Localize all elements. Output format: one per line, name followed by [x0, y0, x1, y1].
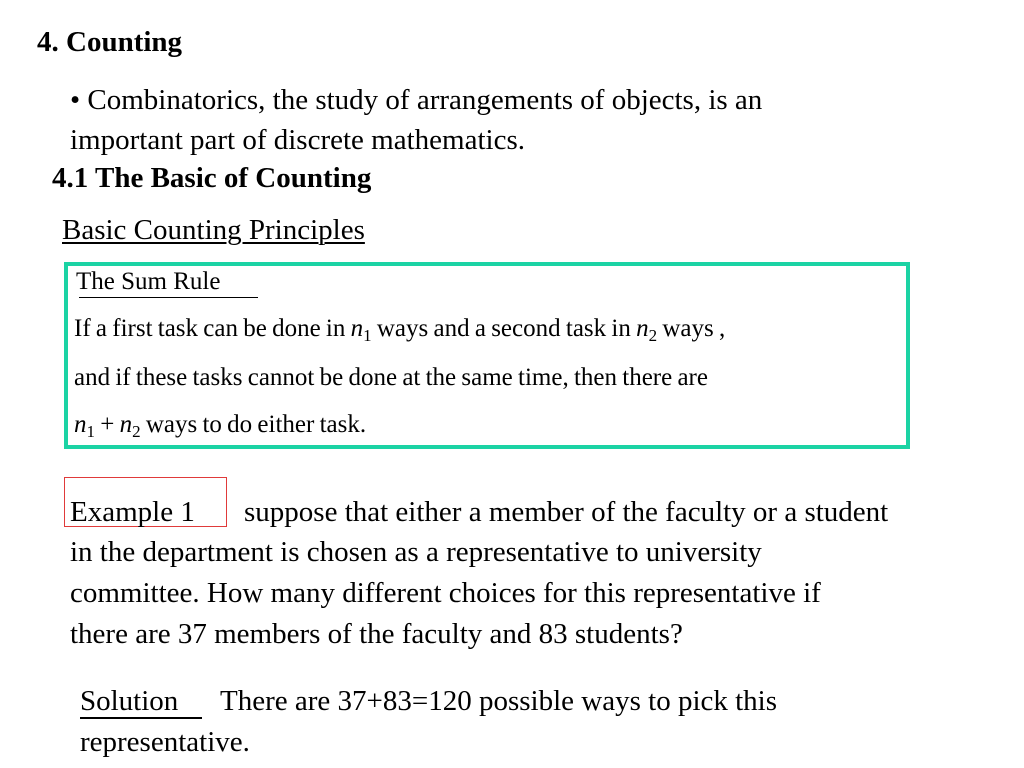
variable-n: n — [119, 411, 133, 438]
example-line-1: suppose that either a member of the faculty or a student — [244, 496, 889, 528]
solution-line-2: representative. — [80, 726, 250, 758]
variable-n2 — [119, 411, 141, 441]
sum-rule-title-underline — [79, 297, 258, 298]
intro-line-1: • Combinatorics, the study of arrangements of objects, is an — [70, 84, 763, 116]
subscript-2: 2 — [648, 326, 658, 345]
example-line-2: in the department is chosen as a representative to university — [70, 536, 762, 568]
solution-label: Solution — [80, 685, 179, 717]
sum-rule-line-3 — [74, 411, 366, 442]
intro-line-2: important part of discrete mathematics. — [70, 124, 525, 156]
rule-text: If a first task can be done in — [74, 315, 351, 342]
subscript-1: 1 — [363, 326, 372, 345]
example-line-4: there are 37 members of the faculty and 83 students? — [70, 618, 683, 650]
example-label: Example 1 — [70, 496, 195, 528]
sum-rule-title: The Sum Rule — [76, 268, 221, 295]
plus-sign: + — [95, 411, 120, 438]
subscript-1: 1 — [86, 422, 95, 441]
sum-rule-line-2: and if these tasks cannot be done at the same time, then there are — [74, 364, 708, 391]
variable-n1 — [74, 411, 95, 441]
variable-n: n — [350, 315, 364, 342]
rule-text: ways , — [657, 315, 726, 342]
subsection-title: 4.1 The Basic of Counting — [52, 162, 372, 194]
section-title: 4. Counting — [37, 26, 183, 58]
intro-paragraph — [70, 80, 762, 160]
variable-n2 — [636, 315, 658, 345]
principles-heading: Basic Counting Principles — [62, 214, 365, 246]
example-line-3: committee. How many different choices for this representative if — [70, 577, 821, 609]
variable-n1 — [350, 315, 372, 345]
variable-n: n — [74, 411, 87, 438]
sum-rule-line-1 — [74, 315, 725, 346]
subscript-2: 2 — [132, 422, 141, 441]
solution-label-underline — [80, 717, 202, 719]
solution-line-1: There are 37+83=120 possible ways to pick this — [220, 685, 778, 717]
rule-text: ways and a second task in — [371, 315, 637, 342]
variable-n: n — [636, 315, 649, 342]
rule-text: ways to do either task. — [140, 411, 367, 438]
